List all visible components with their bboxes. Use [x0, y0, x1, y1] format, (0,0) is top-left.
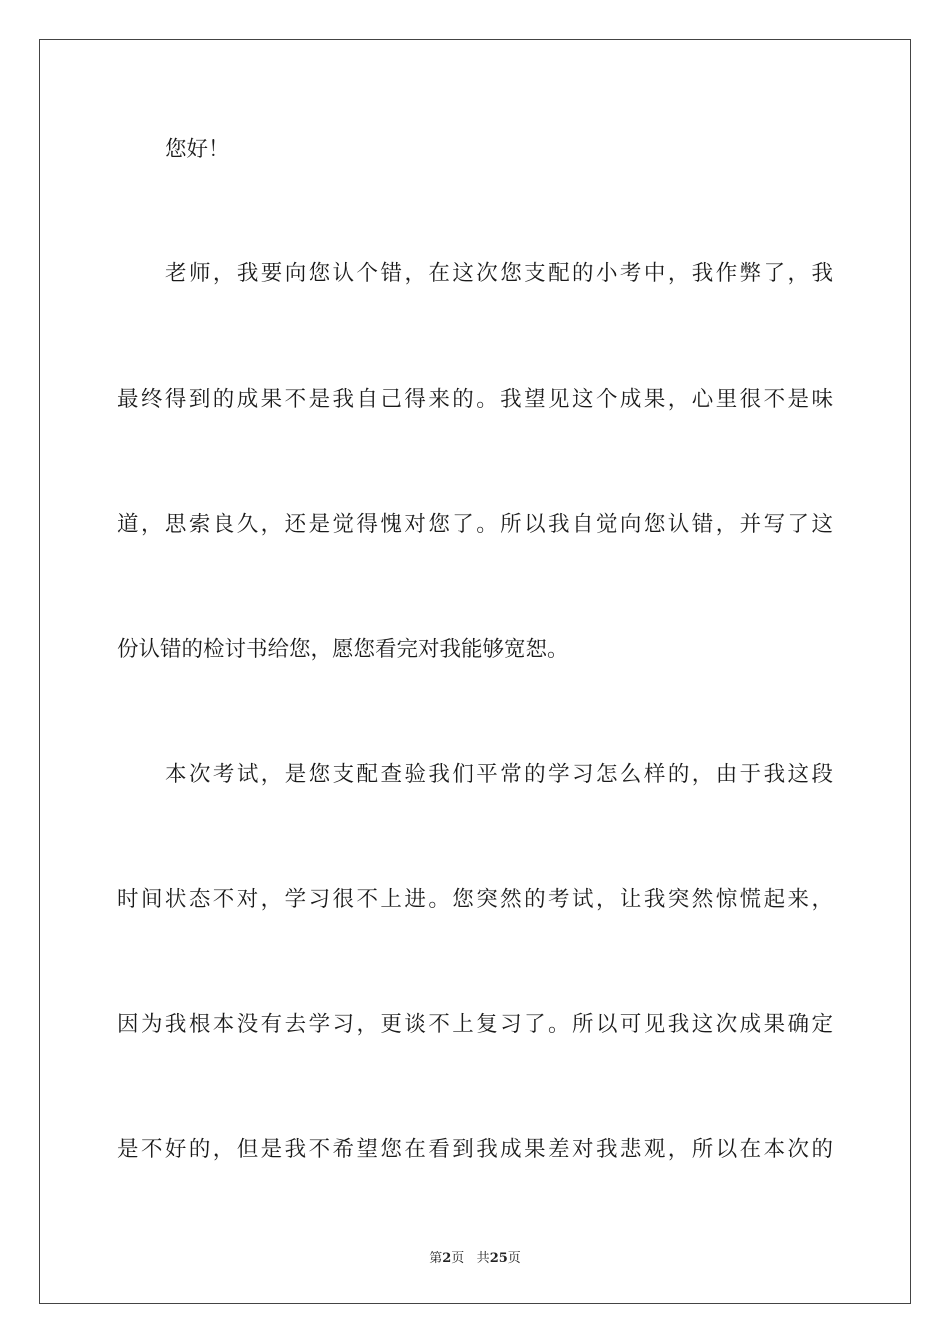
paragraph-line: 本次考试，是您支配查验我们平常的学习怎么样的，由于我这段: [165, 762, 833, 787]
paragraph-line: 老师，我要向您认个错，在这次您支配的小考中，我作弊了，我: [165, 261, 833, 286]
page-border: [39, 39, 911, 1304]
paragraph-line: 因为我根本没有去学习，更谈不上复习了。所以可见我这次成果确定: [117, 1012, 833, 1037]
paragraph-line: 最终得到的成果不是我自己得来的。我望见这个成果，心里很不是味: [117, 387, 833, 412]
paragraph-line: 份认错的检讨书给您，愿您看完对我能够宽恕。: [117, 637, 569, 662]
page-suffix: 页: [451, 1251, 465, 1266]
page-footer: [0, 1247, 950, 1266]
total-suffix: 页: [507, 1251, 521, 1266]
paragraph-line: 是不好的，但是我不希望您在看到我成果差对我悲观，所以在本次的: [117, 1137, 833, 1162]
greeting-line: 您好！: [165, 137, 230, 162]
total-prefix: 共: [476, 1251, 490, 1266]
paragraph-line: 时间状态不对，学习很不上进。您突然的考试，让我突然惊慌起来，: [117, 887, 833, 912]
page-number: 2: [442, 1251, 452, 1266]
total-pages: 25: [489, 1251, 508, 1266]
page-prefix: 第: [429, 1251, 443, 1266]
paragraph-line: 道，思索良久，还是觉得愧对您了。所以我自觉向您认错，并写了这: [117, 512, 833, 537]
